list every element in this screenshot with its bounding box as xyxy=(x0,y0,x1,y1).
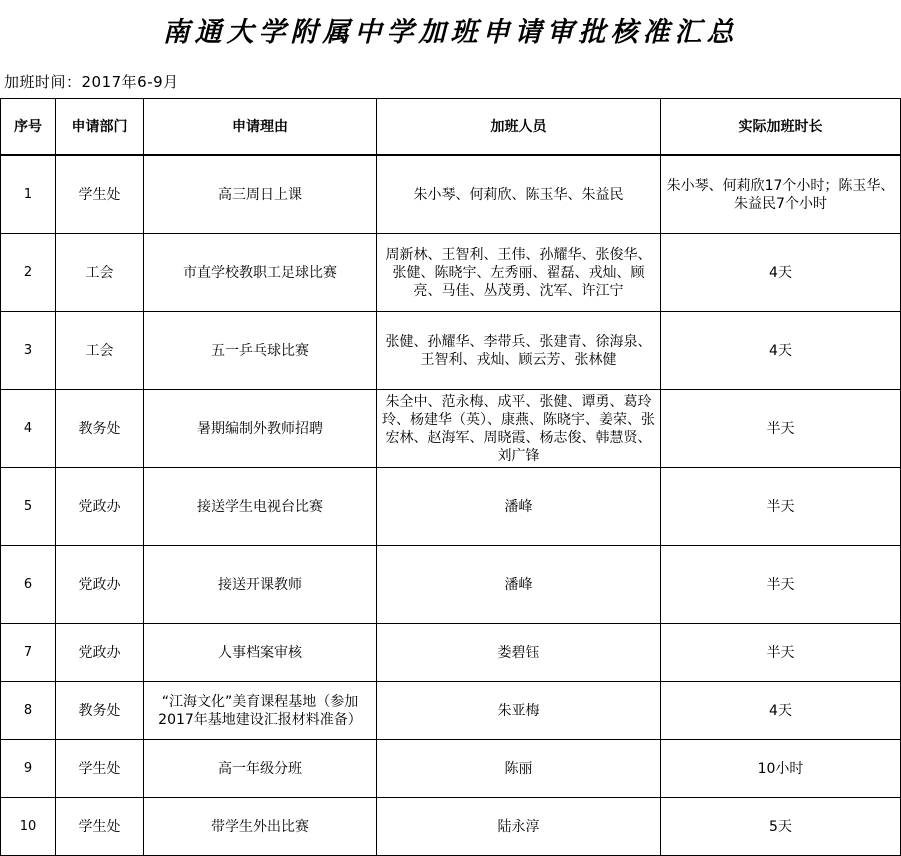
cell-department: 教务处 xyxy=(56,682,144,740)
cell-actual-duration: 5天 xyxy=(661,798,901,856)
cell-staff: 陈丽 xyxy=(377,740,661,798)
table-row xyxy=(1,155,901,234)
cell-serial-number: 4 xyxy=(1,390,56,468)
table-row xyxy=(1,312,901,390)
header-reason: 申请理由 xyxy=(144,99,377,156)
cell-actual-duration: 4天 xyxy=(661,234,901,312)
cell-staff: 朱全中、范永梅、成平、张健、谭勇、葛玲玲、杨建华（英）、康燕、陈晓宇、姜荣、张宏林、赵海军、周晓霞、杨志俊、韩慧贤、刘广锋 xyxy=(377,390,661,468)
cell-serial-number: 8 xyxy=(1,682,56,740)
cell-reason: 接送学生电视台比赛 xyxy=(144,468,377,546)
cell-department: 教务处 xyxy=(56,390,144,468)
cell-serial-number: 5 xyxy=(1,468,56,546)
cell-department: 工会 xyxy=(56,234,144,312)
cell-department: 党政办 xyxy=(56,624,144,682)
cell-actual-duration: 10小时 xyxy=(661,740,901,798)
cell-actual-duration: 半天 xyxy=(661,390,901,468)
cell-reason: 接送开课教师 xyxy=(144,546,377,624)
cell-staff: 潘峰 xyxy=(377,546,661,624)
cell-reason: “江海文化”美育课程基地（参加2017年基地建设汇报材料准备） xyxy=(144,682,377,740)
overtime-period: 加班时间：2017年6-9月 xyxy=(4,73,179,91)
cell-reason: 五一乒乓球比赛 xyxy=(144,312,377,390)
overtime-summary-table xyxy=(0,98,901,856)
cell-serial-number: 3 xyxy=(1,312,56,390)
cell-reason: 带学生外出比赛 xyxy=(144,798,377,856)
table-row xyxy=(1,740,901,798)
cell-serial-number: 6 xyxy=(1,546,56,624)
cell-serial-number: 1 xyxy=(1,155,56,234)
cell-actual-duration: 半天 xyxy=(661,468,901,546)
cell-serial-number: 7 xyxy=(1,624,56,682)
table-row xyxy=(1,234,901,312)
cell-staff: 潘峰 xyxy=(377,468,661,546)
cell-department: 学生处 xyxy=(56,740,144,798)
cell-actual-duration: 4天 xyxy=(661,682,901,740)
cell-reason: 人事档案审核 xyxy=(144,624,377,682)
cell-serial-number: 10 xyxy=(1,798,56,856)
page-title: 南通大学附属中学加班申请审批核准汇总 xyxy=(162,17,739,48)
cell-staff: 朱亚梅 xyxy=(377,682,661,740)
header-actual-duration: 实际加班时长 xyxy=(661,99,901,156)
cell-department: 工会 xyxy=(56,312,144,390)
cell-actual-duration: 朱小琴、何莉欣17个小时；陈玉华、朱益民7个小时 xyxy=(661,155,901,234)
table-row xyxy=(1,468,901,546)
header-serial-number: 序号 xyxy=(1,99,56,156)
cell-department: 党政办 xyxy=(56,546,144,624)
cell-serial-number: 9 xyxy=(1,740,56,798)
cell-department: 党政办 xyxy=(56,468,144,546)
cell-staff: 陆永淳 xyxy=(377,798,661,856)
header-staff: 加班人员 xyxy=(377,99,661,156)
cell-staff: 张健、孙耀华、李带兵、张建青、徐海泉、王智利、戎灿、顾云芳、张林健 xyxy=(377,312,661,390)
cell-actual-duration: 4天 xyxy=(661,312,901,390)
table-row xyxy=(1,798,901,856)
table-row xyxy=(1,624,901,682)
cell-staff: 娄碧钰 xyxy=(377,624,661,682)
cell-department: 学生处 xyxy=(56,798,144,856)
cell-reason: 市直学校教职工足球比赛 xyxy=(144,234,377,312)
cell-department: 学生处 xyxy=(56,155,144,234)
table-header-row xyxy=(1,99,901,156)
cell-reason: 高三周日上课 xyxy=(144,155,377,234)
cell-serial-number: 2 xyxy=(1,234,56,312)
table-row xyxy=(1,390,901,468)
cell-staff: 朱小琴、何莉欣、陈玉华、朱益民 xyxy=(377,155,661,234)
header-department: 申请部门 xyxy=(56,99,144,156)
cell-reason: 高一年级分班 xyxy=(144,740,377,798)
cell-staff: 周新林、王智利、王伟、孙耀华、张俊华、张健、陈晓宇、左秀丽、翟磊、戎灿、顾亮、马佳、丛茂勇、沈军、许江宁 xyxy=(377,234,661,312)
cell-reason: 暑期编制外教师招聘 xyxy=(144,390,377,468)
cell-actual-duration: 半天 xyxy=(661,624,901,682)
table-row xyxy=(1,546,901,624)
table-row xyxy=(1,682,901,740)
cell-actual-duration: 半天 xyxy=(661,546,901,624)
